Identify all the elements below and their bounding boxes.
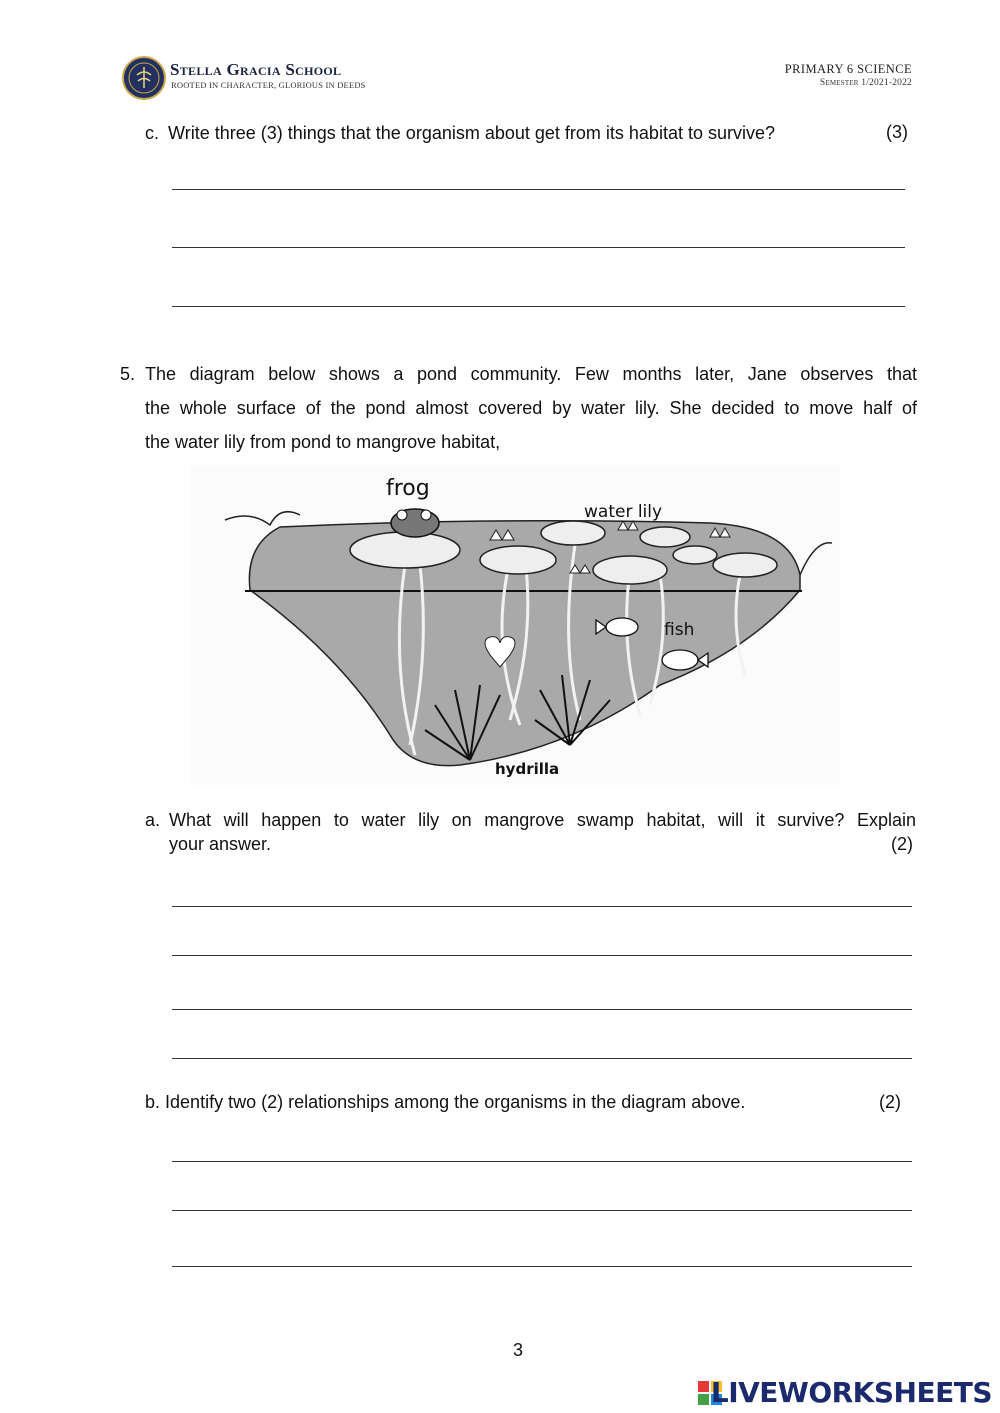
question-5-line: the water lily from pond to mangrove habitat, <box>145 432 501 452</box>
water-lily-label: water lily <box>584 502 663 522</box>
question-4c <box>145 116 775 150</box>
question-label: c. <box>145 123 160 143</box>
frog-label: frog <box>386 476 430 501</box>
frog-figure <box>391 509 439 537</box>
answer-line[interactable] <box>172 955 912 956</box>
liveworksheets-watermark[interactable]: LIVEWORKSHEETS <box>710 1376 992 1409</box>
question-marks: (2) <box>879 1092 901 1112</box>
semester-label: Semester 1/2021-2022 <box>819 78 912 88</box>
question-marks: (3) <box>886 122 908 142</box>
question-5a-text <box>169 808 916 856</box>
school-name: Stella Gracia School <box>170 60 342 79</box>
answer-line[interactable] <box>172 1161 912 1162</box>
answer-line[interactable] <box>172 247 905 248</box>
question-5a-line: your answer. <box>169 834 272 854</box>
question-5b <box>145 1092 745 1113</box>
question-5a-label: a. <box>145 810 161 830</box>
answer-line[interactable] <box>172 1266 912 1267</box>
answer-line[interactable] <box>172 1210 912 1211</box>
question-5-number: 5. <box>120 364 136 384</box>
question-5-line: The diagram below shows a pond community. Few months later, Jane observes that <box>145 364 917 384</box>
question-5-text <box>145 357 917 459</box>
question-text: Identify two (2) relationships among the organisms in the diagram above. <box>165 1092 746 1112</box>
hydrilla-label: hydrilla <box>495 760 560 778</box>
question-5-line: the whole surface of the pond almost covered by water lily. She decided to move half of <box>145 398 917 418</box>
question-5a-line: What will happen to water lily on mangrove swamp habitat, will it survive? Explain <box>169 810 916 830</box>
answer-line[interactable] <box>172 1009 912 1010</box>
school-tagline: ROOTED IN CHARACTER, GLORIOUS IN DEEDS <box>171 80 366 90</box>
question-label: b. <box>145 1092 161 1112</box>
page-number: 3 <box>512 1340 523 1360</box>
answer-line[interactable] <box>172 306 905 307</box>
school-logo <box>122 55 166 101</box>
subject-title: PRIMARY 6 SCIENCE <box>784 62 912 76</box>
answer-line[interactable] <box>172 189 905 190</box>
answer-line[interactable] <box>172 1058 912 1059</box>
fish-label: fish <box>664 620 695 640</box>
question-text: Write three (3) things that the organism about get from its habitat to survive? <box>168 123 775 143</box>
answer-line[interactable] <box>172 906 912 907</box>
question-marks: (2) <box>891 834 913 854</box>
pond-diagram <box>190 465 840 785</box>
